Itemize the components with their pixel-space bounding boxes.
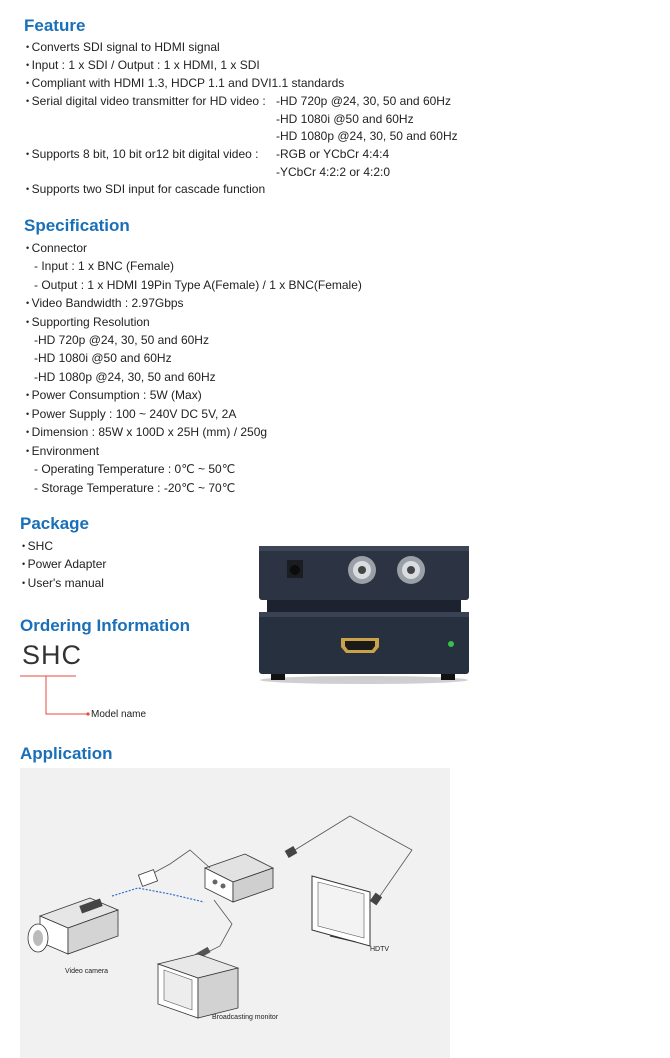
application-diagram <box>20 768 450 1058</box>
feature-item: • Input : 1 x SDI / Output : 1 x HDMI, 1 x SDI <box>26 56 260 75</box>
spec-line: -HD 1080p @24, 30, 50 and 60Hz <box>34 370 216 384</box>
video-camera-icon <box>28 898 118 954</box>
broadcasting-monitor-label: Broadcasting monitor <box>212 1014 279 1021</box>
hdtv-label: HDTV <box>370 946 390 953</box>
feature-item: • Compliant with HDMI 1.3, HDCP 1.1 and DVI1.1 standards <box>26 74 344 93</box>
bnc-connector-icon <box>397 556 425 584</box>
hd-video-format: -HD 1080i @50 and 60Hz <box>276 112 414 126</box>
spec-line: - Output : 1 x HDMI 19Pin Type A(Female) / 1 x BNC(Female) <box>34 278 362 292</box>
spec-line: • Environment <box>26 442 99 461</box>
product-photo <box>255 540 473 686</box>
video-camera-label: Video camera <box>65 968 109 975</box>
specification-heading: Specification <box>24 216 130 235</box>
ordering-heading: Ordering Information <box>20 616 190 635</box>
spec-line: - Operating Temperature : 0℃ ~ 50℃ <box>34 462 236 476</box>
power-adapter-icon <box>138 870 157 887</box>
hd-video-format: -HD 720p @24, 30, 50 and 60Hz <box>276 94 451 108</box>
spec-line: • Power Supply : 100 ~ 240V DC 5V, 2A <box>26 405 236 424</box>
broadcasting-monitor-icon <box>158 954 238 1018</box>
package-item: • SHC <box>22 537 53 556</box>
application-heading: Application <box>20 744 113 763</box>
power-led-icon <box>448 641 454 647</box>
bnc-connector-icon <box>348 556 376 584</box>
package-item: • User's manual <box>22 574 104 593</box>
feature-item: • Supports two SDI input for cascade function <box>26 180 265 199</box>
spec-line: • Connector <box>26 239 87 258</box>
model-name-label: Model name <box>91 709 147 720</box>
hdtv-icon <box>312 876 370 946</box>
feature-item: • Serial digital video transmitter for HD video : <box>26 92 266 111</box>
spec-line: • Video Bandwidth : 2.97Gbps <box>26 294 184 313</box>
spec-line: -HD 1080i @50 and 60Hz <box>34 351 172 365</box>
digital-video-format: -YCbCr 4:2:2 or 4:2:0 <box>276 165 391 179</box>
package-heading: Package <box>20 514 89 533</box>
spec-line: - Input : 1 x BNC (Female) <box>34 259 175 273</box>
converter-icon <box>205 854 273 902</box>
hd-video-format: -HD 1080p @24, 30, 50 and 60Hz <box>276 129 458 143</box>
spec-line: • Power Consumption : 5W (Max) <box>26 386 202 405</box>
spec-line: • Supporting Resolution <box>26 313 150 332</box>
hdmi-plug-icon <box>285 846 298 858</box>
spec-line: -HD 720p @24, 30, 50 and 60Hz <box>34 333 209 347</box>
feature-item: • Supports 8 bit, 10 bit or12 bit digital video : <box>26 145 258 164</box>
spec-line: - Storage Temperature : -20℃ ~ 70℃ <box>34 481 236 495</box>
feature-item: • Converts SDI signal to HDMI signal <box>26 38 220 57</box>
hdmi-port-icon <box>341 638 379 653</box>
spec-line: • Dimension : 85W x 100D x 25H (mm) / 250g <box>26 423 267 442</box>
model-code: SHC <box>22 640 83 670</box>
feature-heading: Feature <box>24 16 86 35</box>
package-item: • Power Adapter <box>22 555 106 574</box>
digital-video-format: -RGB or YCbCr 4:4:4 <box>276 147 390 161</box>
hdmi-plug-icon <box>370 893 382 906</box>
